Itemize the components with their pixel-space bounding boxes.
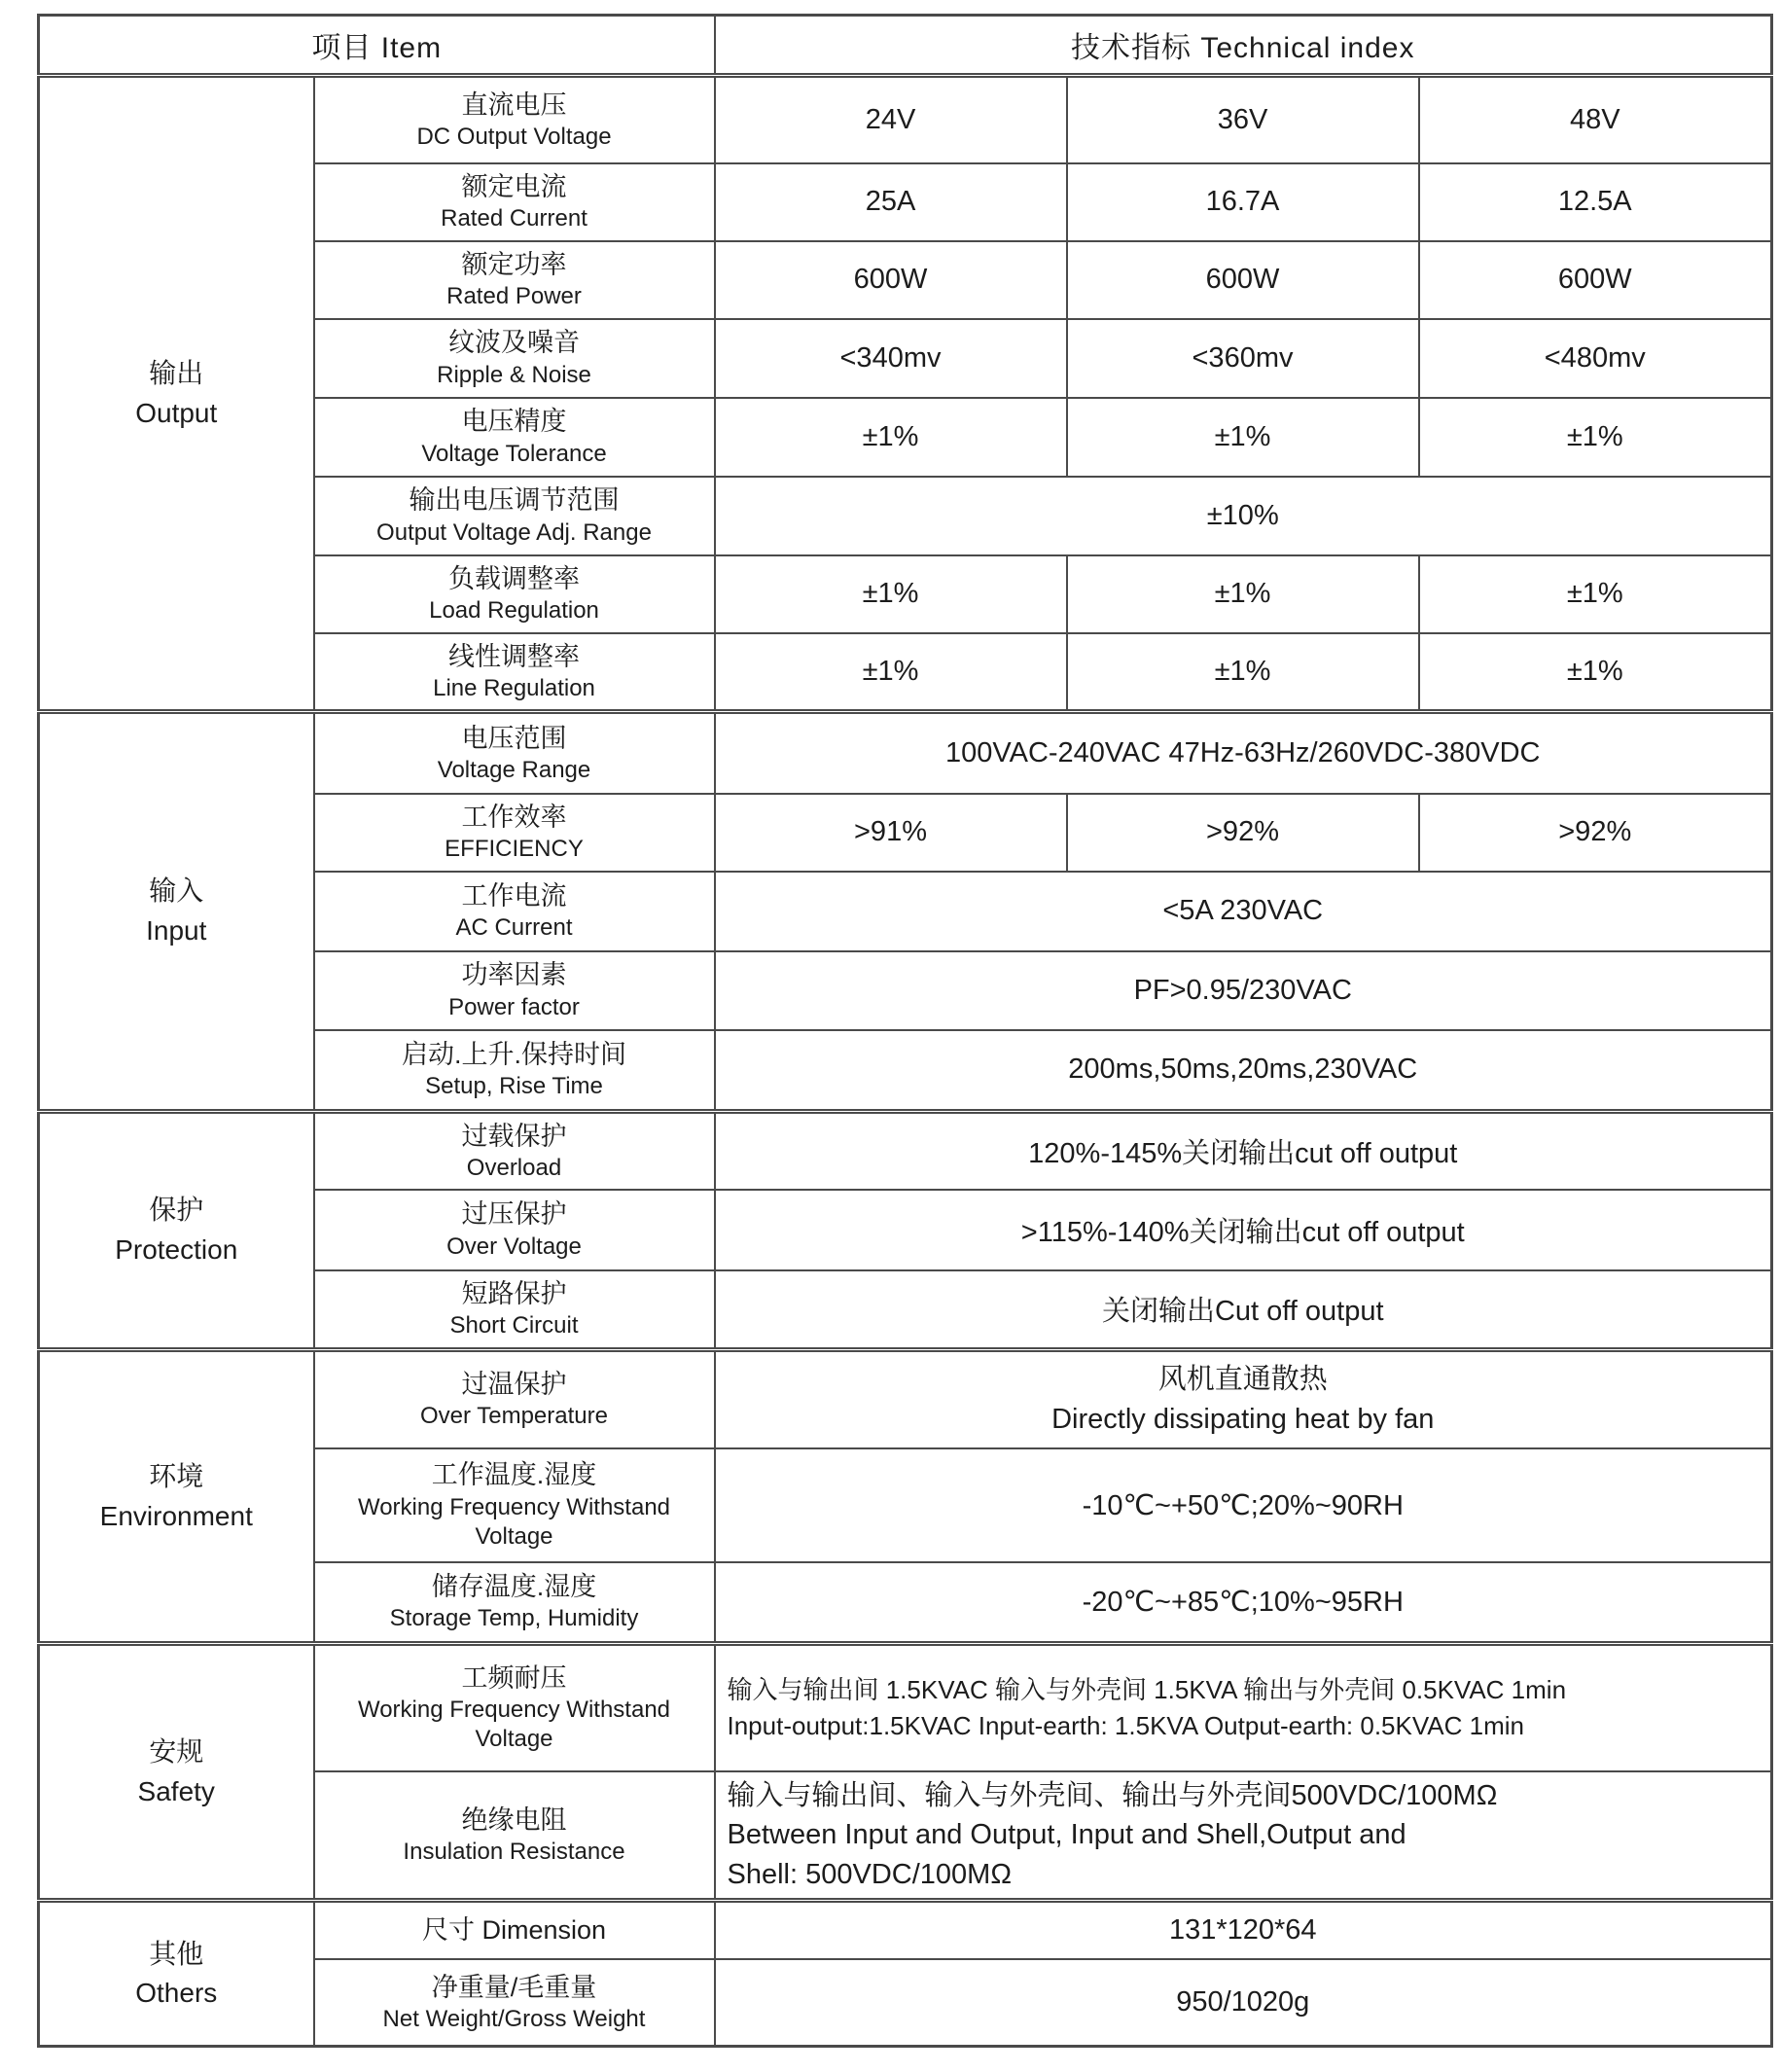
value-cell: >91% <box>715 794 1067 872</box>
param-label-net-gross-weight: 净重量/毛重量 Net Weight/Gross Weight <box>314 1959 715 2047</box>
value-cell: ±1% <box>1419 398 1772 477</box>
value-cell: 200ms,50ms,20ms,230VAC <box>715 1030 1772 1112</box>
value-cell: ±1% <box>1419 555 1772 633</box>
group-en: Output <box>135 397 218 428</box>
value-cell: PF>0.95/230VAC <box>715 951 1772 1030</box>
param-label-rated-power: 额定功率 Rated Power <box>314 241 715 319</box>
param-label-over-temperature: 过温保护 Over Temperature <box>314 1350 715 1448</box>
group-zh: 安规 <box>149 1736 204 1768</box>
table-row <box>39 1350 1772 1448</box>
value-cell: 16.7A <box>1067 163 1419 241</box>
param-label-voltage-tolerance: 电压精度 Voltage Tolerance <box>314 398 715 477</box>
group-label-safety <box>39 1644 314 1901</box>
value-cell: ±1% <box>715 555 1067 633</box>
value-cell: ±1% <box>715 398 1067 477</box>
param-label-load-regulation: 负载调整率 Load Regulation <box>314 555 715 633</box>
group-en: Others <box>135 1978 218 2009</box>
group-zh: 环境 <box>149 1460 204 1491</box>
param-label-rated-current: 额定电流 Rated Current <box>314 163 715 241</box>
value-cell: ±1% <box>1067 555 1419 633</box>
group-label-protection <box>39 1112 314 1350</box>
value-cell: 48V <box>1419 76 1772 163</box>
table-header-row <box>39 16 1772 76</box>
header-tech-cell: 技术指标 Technical index <box>715 16 1772 76</box>
value-cell: ±10% <box>715 477 1772 555</box>
param-label-line-regulation: 线性调整率 Line Regulation <box>314 633 715 712</box>
group-label-output <box>39 76 314 712</box>
value-cell: 100VAC-240VAC 47Hz-63Hz/260VDC-380VDC <box>715 712 1772 794</box>
value-cell: ±1% <box>1419 633 1772 712</box>
table-row <box>39 1112 1772 1190</box>
value-cell: >92% <box>1067 794 1419 872</box>
value-cell: 风机直通散热 Directly dissipating heat by fan <box>715 1350 1772 1448</box>
value-cell: 600W <box>1067 241 1419 319</box>
param-label-short-circuit: 短路保护 Short Circuit <box>314 1270 715 1350</box>
table-row <box>39 76 1772 163</box>
group-en: Input <box>146 915 207 946</box>
param-label-ac-current: 工作电流 AC Current <box>314 872 715 951</box>
value-cell: <5A 230VAC <box>715 872 1772 951</box>
table-row <box>39 712 1772 794</box>
param-label-withstand-voltage: 工频耐压 Working Frequency Withstand Voltage <box>314 1644 715 1771</box>
group-zh: 输出 <box>149 357 204 388</box>
value-cell: 24V <box>715 76 1067 163</box>
param-label-working-temp-humidity: 工作温度.湿度 Working Frequency Withstand Voltage <box>314 1448 715 1562</box>
group-zh: 输入 <box>149 875 204 907</box>
param-label-overload: 过载保护 Overload <box>314 1112 715 1190</box>
group-en: Protection <box>115 1234 238 1265</box>
group-zh: 保护 <box>149 1195 204 1226</box>
value-cell: 950/1020g <box>715 1959 1772 2047</box>
group-zh: 其他 <box>149 1938 204 1969</box>
value-cell: >92% <box>1419 794 1772 872</box>
param-label-dimension: 尺寸 Dimension <box>314 1901 715 1959</box>
value-cell: -10℃~+50℃;20%~90RH <box>715 1448 1772 1562</box>
value-cell: >115%-140%关闭输出cut off output <box>715 1190 1772 1270</box>
value-cell: <340mv <box>715 319 1067 398</box>
value-cell: 12.5A <box>1419 163 1772 241</box>
value-cell: 关闭输出Cut off output <box>715 1270 1772 1350</box>
param-label-setup-rise-time: 启动.上升.保持时间 Setup, Rise Time <box>314 1030 715 1112</box>
param-label-efficiency: 工作效率 EFFICIENCY <box>314 794 715 872</box>
value-cell: 25A <box>715 163 1067 241</box>
param-label-insulation-resistance: 绝缘电阻 Insulation Resistance <box>314 1771 715 1901</box>
param-label-output-voltage-adj-range: 输出电压调节范围 Output Voltage Adj. Range <box>314 477 715 555</box>
group-en: Safety <box>137 1775 215 1806</box>
value-cell: 120%-145%关闭输出cut off output <box>715 1112 1772 1190</box>
value-cell: ±1% <box>1067 633 1419 712</box>
value-cell: 600W <box>1419 241 1772 319</box>
value-cell: 600W <box>715 241 1067 319</box>
value-cell: ±1% <box>1067 398 1419 477</box>
value-cell: ±1% <box>715 633 1067 712</box>
header-item-cell: 项目 Item <box>39 16 715 76</box>
value-cell: <480mv <box>1419 319 1772 398</box>
value-cell: 输入与输出间、输入与外壳间、输出与外壳间500VDC/100MΩ Between Input and Output, Input and Shell,Output and Shell: 500VDC/100MΩ <box>715 1771 1772 1901</box>
group-label-environment <box>39 1350 314 1644</box>
group-label-input <box>39 712 314 1112</box>
param-label-voltage-range: 电压范围 Voltage Range <box>314 712 715 794</box>
param-label-over-voltage: 过压保护 Over Voltage <box>314 1190 715 1270</box>
table-row <box>39 1644 1772 1771</box>
value-cell: 输入与输出间 1.5KVAC 输入与外壳间 1.5KVA 输出与外壳间 0.5KVAC 1min Input-output:1.5KVAC Input-earth: 1.5KVA Output-earth: 0.5KVAC 1min <box>715 1644 1772 1771</box>
param-label-ripple-noise: 纹波及噪音 Ripple & Noise <box>314 319 715 398</box>
value-cell: 131*120*64 <box>715 1901 1772 1959</box>
table-row <box>39 1901 1772 1959</box>
group-en: Environment <box>99 1500 253 1531</box>
param-label-dc-output-voltage: 直流电压 DC Output Voltage <box>314 76 715 163</box>
param-label-storage-temp-humidity: 储存温度.湿度 Storage Temp, Humidity <box>314 1562 715 1644</box>
value-cell: <360mv <box>1067 319 1419 398</box>
spec-table <box>37 14 1773 2048</box>
value-cell: -20℃~+85℃;10%~95RH <box>715 1562 1772 1644</box>
value-cell: 36V <box>1067 76 1419 163</box>
param-label-power-factor: 功率因素 Power factor <box>314 951 715 1030</box>
group-label-others <box>39 1901 314 2047</box>
